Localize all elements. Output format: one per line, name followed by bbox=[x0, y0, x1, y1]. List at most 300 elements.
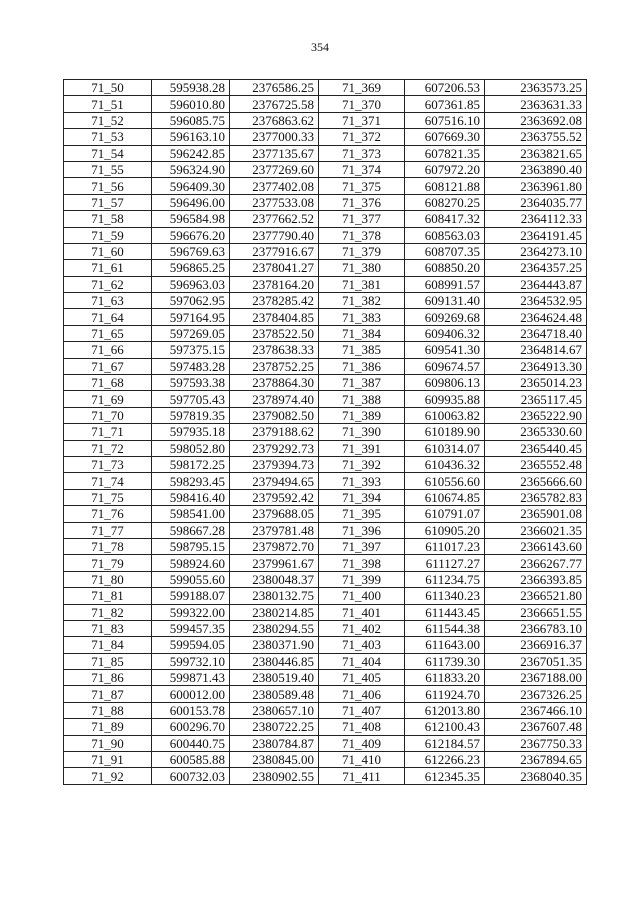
y-coord-left-cell: 2380132.75 bbox=[230, 588, 319, 604]
x-coord-left-cell: 595938.28 bbox=[152, 80, 230, 96]
point-id-right-cell: 71_388 bbox=[319, 391, 405, 407]
x-coord-left-cell: 597269.05 bbox=[152, 325, 230, 341]
y-coord-left-cell: 2380657.10 bbox=[230, 702, 319, 718]
y-coord-right-cell: 2364913.30 bbox=[485, 358, 587, 374]
y-coord-left-cell: 2380214.85 bbox=[230, 604, 319, 620]
table-row bbox=[64, 129, 587, 145]
point-id-right-cell: 71_394 bbox=[319, 489, 405, 505]
x-coord-right-cell: 609935.88 bbox=[405, 391, 485, 407]
x-coord-left-cell: 596242.85 bbox=[152, 145, 230, 161]
point-id-left-cell: 71_82 bbox=[64, 604, 152, 620]
y-coord-right-cell: 2364273.10 bbox=[485, 243, 587, 259]
x-coord-right-cell: 611924.70 bbox=[405, 686, 485, 702]
x-coord-left-cell: 596584.98 bbox=[152, 211, 230, 227]
x-coord-right-cell: 612345.35 bbox=[405, 768, 485, 784]
point-id-left-cell: 71_51 bbox=[64, 96, 152, 112]
y-coord-right-cell: 2364532.95 bbox=[485, 293, 587, 309]
table-row bbox=[64, 719, 587, 735]
x-coord-right-cell: 607972.20 bbox=[405, 161, 485, 177]
y-coord-right-cell: 2365117.45 bbox=[485, 391, 587, 407]
point-id-right-cell: 71_374 bbox=[319, 161, 405, 177]
point-id-right-cell: 71_395 bbox=[319, 506, 405, 522]
point-id-right-cell: 71_387 bbox=[319, 375, 405, 391]
x-coord-right-cell: 610791.07 bbox=[405, 506, 485, 522]
x-coord-left-cell: 598924.60 bbox=[152, 555, 230, 571]
table-row bbox=[64, 293, 587, 309]
x-coord-left-cell: 599055.60 bbox=[152, 571, 230, 587]
x-coord-right-cell: 608707.35 bbox=[405, 243, 485, 259]
x-coord-right-cell: 609131.40 bbox=[405, 293, 485, 309]
x-coord-right-cell: 609269.68 bbox=[405, 309, 485, 325]
point-id-left-cell: 71_57 bbox=[64, 194, 152, 210]
table-row bbox=[64, 211, 587, 227]
y-coord-left-cell: 2377269.60 bbox=[230, 161, 319, 177]
table-row bbox=[64, 161, 587, 177]
point-id-right-cell: 71_371 bbox=[319, 112, 405, 128]
table-row bbox=[64, 604, 587, 620]
point-id-left-cell: 71_53 bbox=[64, 129, 152, 145]
y-coord-left-cell: 2378752.25 bbox=[230, 358, 319, 374]
x-coord-right-cell: 608563.03 bbox=[405, 227, 485, 243]
x-coord-right-cell: 612013.80 bbox=[405, 702, 485, 718]
y-coord-right-cell: 2365222.90 bbox=[485, 407, 587, 423]
x-coord-right-cell: 611234.75 bbox=[405, 571, 485, 587]
y-coord-right-cell: 2364443.87 bbox=[485, 276, 587, 292]
y-coord-right-cell: 2364357.25 bbox=[485, 260, 587, 276]
point-id-right-cell: 71_375 bbox=[319, 178, 405, 194]
point-id-left-cell: 71_52 bbox=[64, 112, 152, 128]
x-coord-left-cell: 600012.00 bbox=[152, 686, 230, 702]
point-id-left-cell: 71_67 bbox=[64, 358, 152, 374]
table-row bbox=[64, 522, 587, 538]
table-row bbox=[64, 538, 587, 554]
table-row bbox=[64, 342, 587, 358]
point-id-right-cell: 71_397 bbox=[319, 538, 405, 554]
table-row bbox=[64, 456, 587, 472]
y-coord-right-cell: 2364624.48 bbox=[485, 309, 587, 325]
x-coord-left-cell: 598541.00 bbox=[152, 506, 230, 522]
point-id-left-cell: 71_87 bbox=[64, 686, 152, 702]
x-coord-left-cell: 596963.03 bbox=[152, 276, 230, 292]
y-coord-right-cell: 2367894.65 bbox=[485, 752, 587, 768]
y-coord-left-cell: 2378974.40 bbox=[230, 391, 319, 407]
point-id-left-cell: 71_69 bbox=[64, 391, 152, 407]
y-coord-right-cell: 2364814.67 bbox=[485, 342, 587, 358]
coordinate-table-body bbox=[64, 80, 587, 785]
point-id-right-cell: 71_409 bbox=[319, 735, 405, 751]
y-coord-right-cell: 2367750.33 bbox=[485, 735, 587, 751]
y-coord-right-cell: 2367051.35 bbox=[485, 653, 587, 669]
y-coord-right-cell: 2366267.77 bbox=[485, 555, 587, 571]
point-id-right-cell: 71_401 bbox=[319, 604, 405, 620]
y-coord-left-cell: 2380845.00 bbox=[230, 752, 319, 768]
table-row bbox=[64, 227, 587, 243]
y-coord-left-cell: 2380048.37 bbox=[230, 571, 319, 587]
x-coord-left-cell: 597062.95 bbox=[152, 293, 230, 309]
point-id-left-cell: 71_83 bbox=[64, 620, 152, 636]
table-row bbox=[64, 571, 587, 587]
x-coord-left-cell: 597819.35 bbox=[152, 407, 230, 423]
point-id-left-cell: 71_74 bbox=[64, 473, 152, 489]
table-row bbox=[64, 358, 587, 374]
point-id-left-cell: 71_54 bbox=[64, 145, 152, 161]
table-row bbox=[64, 473, 587, 489]
point-id-right-cell: 71_400 bbox=[319, 588, 405, 604]
x-coord-left-cell: 599594.05 bbox=[152, 637, 230, 653]
point-id-left-cell: 71_76 bbox=[64, 506, 152, 522]
point-id-right-cell: 71_389 bbox=[319, 407, 405, 423]
table-row bbox=[64, 555, 587, 571]
y-coord-left-cell: 2377533.08 bbox=[230, 194, 319, 210]
x-coord-right-cell: 607821.35 bbox=[405, 145, 485, 161]
x-coord-right-cell: 607516.10 bbox=[405, 112, 485, 128]
point-id-left-cell: 71_71 bbox=[64, 424, 152, 440]
x-coord-right-cell: 610556.60 bbox=[405, 473, 485, 489]
point-id-right-cell: 71_398 bbox=[319, 555, 405, 571]
y-coord-right-cell: 2366783.10 bbox=[485, 620, 587, 636]
point-id-right-cell: 71_377 bbox=[319, 211, 405, 227]
point-id-left-cell: 71_70 bbox=[64, 407, 152, 423]
point-id-left-cell: 71_66 bbox=[64, 342, 152, 358]
point-id-left-cell: 71_79 bbox=[64, 555, 152, 571]
y-coord-left-cell: 2380784.87 bbox=[230, 735, 319, 751]
x-coord-right-cell: 611544.38 bbox=[405, 620, 485, 636]
point-id-left-cell: 71_65 bbox=[64, 325, 152, 341]
point-id-right-cell: 71_396 bbox=[319, 522, 405, 538]
y-coord-left-cell: 2377000.33 bbox=[230, 129, 319, 145]
y-coord-right-cell: 2365552.48 bbox=[485, 456, 587, 472]
point-id-right-cell: 71_372 bbox=[319, 129, 405, 145]
y-coord-left-cell: 2376725.58 bbox=[230, 96, 319, 112]
y-coord-left-cell: 2380519.40 bbox=[230, 670, 319, 686]
x-coord-right-cell: 608850.20 bbox=[405, 260, 485, 276]
table-row bbox=[64, 407, 587, 423]
point-id-right-cell: 71_399 bbox=[319, 571, 405, 587]
point-id-right-cell: 71_376 bbox=[319, 194, 405, 210]
point-id-left-cell: 71_90 bbox=[64, 735, 152, 751]
table-row bbox=[64, 735, 587, 751]
x-coord-right-cell: 610314.07 bbox=[405, 440, 485, 456]
x-coord-left-cell: 597483.28 bbox=[152, 358, 230, 374]
y-coord-left-cell: 2380589.48 bbox=[230, 686, 319, 702]
point-id-left-cell: 71_88 bbox=[64, 702, 152, 718]
point-id-right-cell: 71_370 bbox=[319, 96, 405, 112]
point-id-right-cell: 71_407 bbox=[319, 702, 405, 718]
point-id-right-cell: 71_373 bbox=[319, 145, 405, 161]
y-coord-left-cell: 2380371.90 bbox=[230, 637, 319, 653]
point-id-right-cell: 71_408 bbox=[319, 719, 405, 735]
y-coord-right-cell: 2363961.80 bbox=[485, 178, 587, 194]
point-id-right-cell: 71_402 bbox=[319, 620, 405, 636]
point-id-right-cell: 71_383 bbox=[319, 309, 405, 325]
table-row bbox=[64, 768, 587, 784]
y-coord-left-cell: 2378285.42 bbox=[230, 293, 319, 309]
y-coord-right-cell: 2367607.48 bbox=[485, 719, 587, 735]
y-coord-right-cell: 2365014.23 bbox=[485, 375, 587, 391]
point-id-left-cell: 71_84 bbox=[64, 637, 152, 653]
x-coord-left-cell: 598795.15 bbox=[152, 538, 230, 554]
y-coord-right-cell: 2365440.45 bbox=[485, 440, 587, 456]
y-coord-left-cell: 2378164.20 bbox=[230, 276, 319, 292]
x-coord-right-cell: 611443.45 bbox=[405, 604, 485, 620]
x-coord-right-cell: 609541.30 bbox=[405, 342, 485, 358]
point-id-left-cell: 71_55 bbox=[64, 161, 152, 177]
point-id-right-cell: 71_406 bbox=[319, 686, 405, 702]
y-coord-left-cell: 2376863.62 bbox=[230, 112, 319, 128]
x-coord-right-cell: 609806.13 bbox=[405, 375, 485, 391]
table-row bbox=[64, 325, 587, 341]
point-id-left-cell: 71_72 bbox=[64, 440, 152, 456]
x-coord-left-cell: 597705.43 bbox=[152, 391, 230, 407]
y-coord-left-cell: 2379394.73 bbox=[230, 456, 319, 472]
x-coord-right-cell: 611739.30 bbox=[405, 653, 485, 669]
x-coord-right-cell: 610063.82 bbox=[405, 407, 485, 423]
y-coord-left-cell: 2379961.67 bbox=[230, 555, 319, 571]
x-coord-left-cell: 599188.07 bbox=[152, 588, 230, 604]
point-id-right-cell: 71_404 bbox=[319, 653, 405, 669]
y-coord-right-cell: 2364191.45 bbox=[485, 227, 587, 243]
x-coord-left-cell: 599732.10 bbox=[152, 653, 230, 669]
table-row bbox=[64, 243, 587, 259]
point-id-right-cell: 71_403 bbox=[319, 637, 405, 653]
y-coord-left-cell: 2377790.40 bbox=[230, 227, 319, 243]
y-coord-right-cell: 2368040.35 bbox=[485, 768, 587, 784]
point-id-right-cell: 71_380 bbox=[319, 260, 405, 276]
x-coord-right-cell: 610905.20 bbox=[405, 522, 485, 538]
point-id-left-cell: 71_85 bbox=[64, 653, 152, 669]
y-coord-right-cell: 2363631.33 bbox=[485, 96, 587, 112]
x-coord-right-cell: 608121.88 bbox=[405, 178, 485, 194]
y-coord-left-cell: 2378522.50 bbox=[230, 325, 319, 341]
x-coord-right-cell: 612184.57 bbox=[405, 735, 485, 751]
x-coord-right-cell: 608417.32 bbox=[405, 211, 485, 227]
y-coord-left-cell: 2379781.48 bbox=[230, 522, 319, 538]
x-coord-left-cell: 597375.15 bbox=[152, 342, 230, 358]
x-coord-left-cell: 599457.35 bbox=[152, 620, 230, 636]
table-row bbox=[64, 670, 587, 686]
y-coord-right-cell: 2365782.83 bbox=[485, 489, 587, 505]
y-coord-right-cell: 2367466.10 bbox=[485, 702, 587, 718]
y-coord-left-cell: 2380722.25 bbox=[230, 719, 319, 735]
x-coord-left-cell: 598293.45 bbox=[152, 473, 230, 489]
x-coord-left-cell: 596865.25 bbox=[152, 260, 230, 276]
y-coord-left-cell: 2379592.42 bbox=[230, 489, 319, 505]
y-coord-right-cell: 2366393.85 bbox=[485, 571, 587, 587]
x-coord-left-cell: 596769.63 bbox=[152, 243, 230, 259]
table-row bbox=[64, 424, 587, 440]
x-coord-left-cell: 599871.43 bbox=[152, 670, 230, 686]
point-id-left-cell: 71_64 bbox=[64, 309, 152, 325]
x-coord-right-cell: 611340.23 bbox=[405, 588, 485, 604]
x-coord-left-cell: 599322.00 bbox=[152, 604, 230, 620]
x-coord-right-cell: 611017.23 bbox=[405, 538, 485, 554]
x-coord-right-cell: 610674.85 bbox=[405, 489, 485, 505]
y-coord-right-cell: 2363573.25 bbox=[485, 80, 587, 96]
x-coord-right-cell: 608991.57 bbox=[405, 276, 485, 292]
x-coord-left-cell: 600585.88 bbox=[152, 752, 230, 768]
y-coord-right-cell: 2364718.40 bbox=[485, 325, 587, 341]
point-id-left-cell: 71_78 bbox=[64, 538, 152, 554]
x-coord-left-cell: 596496.00 bbox=[152, 194, 230, 210]
table-row bbox=[64, 194, 587, 210]
x-coord-left-cell: 596010.80 bbox=[152, 96, 230, 112]
point-id-right-cell: 71_411 bbox=[319, 768, 405, 784]
x-coord-right-cell: 607669.30 bbox=[405, 129, 485, 145]
point-id-right-cell: 71_384 bbox=[319, 325, 405, 341]
x-coord-right-cell: 611643.00 bbox=[405, 637, 485, 653]
page-number: 354 bbox=[311, 40, 329, 54]
y-coord-left-cell: 2377916.67 bbox=[230, 243, 319, 259]
x-coord-left-cell: 598052.80 bbox=[152, 440, 230, 456]
x-coord-right-cell: 608270.25 bbox=[405, 194, 485, 210]
point-id-left-cell: 71_68 bbox=[64, 375, 152, 391]
point-id-right-cell: 71_392 bbox=[319, 456, 405, 472]
x-coord-left-cell: 597593.38 bbox=[152, 375, 230, 391]
y-coord-left-cell: 2378404.85 bbox=[230, 309, 319, 325]
y-coord-left-cell: 2378041.27 bbox=[230, 260, 319, 276]
table-row bbox=[64, 440, 587, 456]
point-id-right-cell: 71_369 bbox=[319, 80, 405, 96]
y-coord-left-cell: 2380902.55 bbox=[230, 768, 319, 784]
y-coord-left-cell: 2378638.33 bbox=[230, 342, 319, 358]
y-coord-right-cell: 2365330.60 bbox=[485, 424, 587, 440]
y-coord-left-cell: 2376586.25 bbox=[230, 80, 319, 96]
point-id-right-cell: 71_410 bbox=[319, 752, 405, 768]
y-coord-right-cell: 2366521.80 bbox=[485, 588, 587, 604]
y-coord-right-cell: 2366021.35 bbox=[485, 522, 587, 538]
x-coord-left-cell: 597935.18 bbox=[152, 424, 230, 440]
x-coord-right-cell: 609674.57 bbox=[405, 358, 485, 374]
table-row bbox=[64, 653, 587, 669]
point-id-right-cell: 71_385 bbox=[319, 342, 405, 358]
point-id-left-cell: 71_50 bbox=[64, 80, 152, 96]
y-coord-right-cell: 2366651.55 bbox=[485, 604, 587, 620]
point-id-right-cell: 71_393 bbox=[319, 473, 405, 489]
y-coord-right-cell: 2363692.08 bbox=[485, 112, 587, 128]
x-coord-right-cell: 612100.43 bbox=[405, 719, 485, 735]
point-id-left-cell: 71_80 bbox=[64, 571, 152, 587]
point-id-left-cell: 71_58 bbox=[64, 211, 152, 227]
y-coord-right-cell: 2363821.65 bbox=[485, 145, 587, 161]
point-id-left-cell: 71_73 bbox=[64, 456, 152, 472]
point-id-left-cell: 71_63 bbox=[64, 293, 152, 309]
x-coord-left-cell: 600153.78 bbox=[152, 702, 230, 718]
point-id-left-cell: 71_60 bbox=[64, 243, 152, 259]
y-coord-right-cell: 2365901.08 bbox=[485, 506, 587, 522]
coordinate-table bbox=[63, 79, 587, 785]
point-id-left-cell: 71_61 bbox=[64, 260, 152, 276]
x-coord-left-cell: 596085.75 bbox=[152, 112, 230, 128]
point-id-right-cell: 71_378 bbox=[319, 227, 405, 243]
y-coord-left-cell: 2380294.55 bbox=[230, 620, 319, 636]
y-coord-left-cell: 2377662.52 bbox=[230, 211, 319, 227]
x-coord-left-cell: 596324.90 bbox=[152, 161, 230, 177]
table-row bbox=[64, 588, 587, 604]
x-coord-right-cell: 607361.85 bbox=[405, 96, 485, 112]
table-row bbox=[64, 489, 587, 505]
point-id-left-cell: 71_75 bbox=[64, 489, 152, 505]
point-id-left-cell: 71_56 bbox=[64, 178, 152, 194]
point-id-right-cell: 71_391 bbox=[319, 440, 405, 456]
x-coord-right-cell: 610189.90 bbox=[405, 424, 485, 440]
table-row bbox=[64, 260, 587, 276]
x-coord-right-cell: 607206.53 bbox=[405, 80, 485, 96]
y-coord-left-cell: 2380446.85 bbox=[230, 653, 319, 669]
table-row bbox=[64, 276, 587, 292]
table-row bbox=[64, 391, 587, 407]
y-coord-left-cell: 2379188.62 bbox=[230, 424, 319, 440]
table-row bbox=[64, 112, 587, 128]
x-coord-left-cell: 597164.95 bbox=[152, 309, 230, 325]
point-id-left-cell: 71_59 bbox=[64, 227, 152, 243]
table-row bbox=[64, 752, 587, 768]
y-coord-right-cell: 2367188.00 bbox=[485, 670, 587, 686]
x-coord-right-cell: 610436.32 bbox=[405, 456, 485, 472]
point-id-right-cell: 71_382 bbox=[319, 293, 405, 309]
table-row bbox=[64, 506, 587, 522]
y-coord-right-cell: 2363755.52 bbox=[485, 129, 587, 145]
x-coord-right-cell: 612266.23 bbox=[405, 752, 485, 768]
point-id-right-cell: 71_379 bbox=[319, 243, 405, 259]
y-coord-left-cell: 2379688.05 bbox=[230, 506, 319, 522]
point-id-right-cell: 71_381 bbox=[319, 276, 405, 292]
point-id-left-cell: 71_77 bbox=[64, 522, 152, 538]
x-coord-right-cell: 611833.20 bbox=[405, 670, 485, 686]
point-id-left-cell: 71_62 bbox=[64, 276, 152, 292]
y-coord-right-cell: 2365666.60 bbox=[485, 473, 587, 489]
table-row bbox=[64, 96, 587, 112]
y-coord-right-cell: 2364112.33 bbox=[485, 211, 587, 227]
y-coord-left-cell: 2379082.50 bbox=[230, 407, 319, 423]
x-coord-left-cell: 600732.03 bbox=[152, 768, 230, 784]
table-row bbox=[64, 620, 587, 636]
point-id-right-cell: 71_390 bbox=[319, 424, 405, 440]
point-id-left-cell: 71_86 bbox=[64, 670, 152, 686]
x-coord-left-cell: 598416.40 bbox=[152, 489, 230, 505]
y-coord-left-cell: 2377402.08 bbox=[230, 178, 319, 194]
y-coord-right-cell: 2366916.37 bbox=[485, 637, 587, 653]
y-coord-right-cell: 2364035.77 bbox=[485, 194, 587, 210]
x-coord-left-cell: 596409.30 bbox=[152, 178, 230, 194]
table-row bbox=[64, 686, 587, 702]
point-id-left-cell: 71_91 bbox=[64, 752, 152, 768]
y-coord-left-cell: 2379494.65 bbox=[230, 473, 319, 489]
table-row bbox=[64, 637, 587, 653]
y-coord-right-cell: 2363890.40 bbox=[485, 161, 587, 177]
x-coord-left-cell: 598667.28 bbox=[152, 522, 230, 538]
y-coord-right-cell: 2367326.25 bbox=[485, 686, 587, 702]
table-row bbox=[64, 309, 587, 325]
point-id-right-cell: 71_405 bbox=[319, 670, 405, 686]
y-coord-left-cell: 2377135.67 bbox=[230, 145, 319, 161]
point-id-right-cell: 71_386 bbox=[319, 358, 405, 374]
y-coord-left-cell: 2378864.30 bbox=[230, 375, 319, 391]
y-coord-left-cell: 2379292.73 bbox=[230, 440, 319, 456]
table-row bbox=[64, 178, 587, 194]
x-coord-left-cell: 600440.75 bbox=[152, 735, 230, 751]
x-coord-left-cell: 600296.70 bbox=[152, 719, 230, 735]
table-row bbox=[64, 145, 587, 161]
table-row bbox=[64, 375, 587, 391]
y-coord-right-cell: 2366143.60 bbox=[485, 538, 587, 554]
point-id-left-cell: 71_92 bbox=[64, 768, 152, 784]
x-coord-left-cell: 596676.20 bbox=[152, 227, 230, 243]
x-coord-left-cell: 596163.10 bbox=[152, 129, 230, 145]
point-id-left-cell: 71_81 bbox=[64, 588, 152, 604]
x-coord-right-cell: 609406.32 bbox=[405, 325, 485, 341]
table-row bbox=[64, 702, 587, 718]
table-row bbox=[64, 80, 587, 96]
